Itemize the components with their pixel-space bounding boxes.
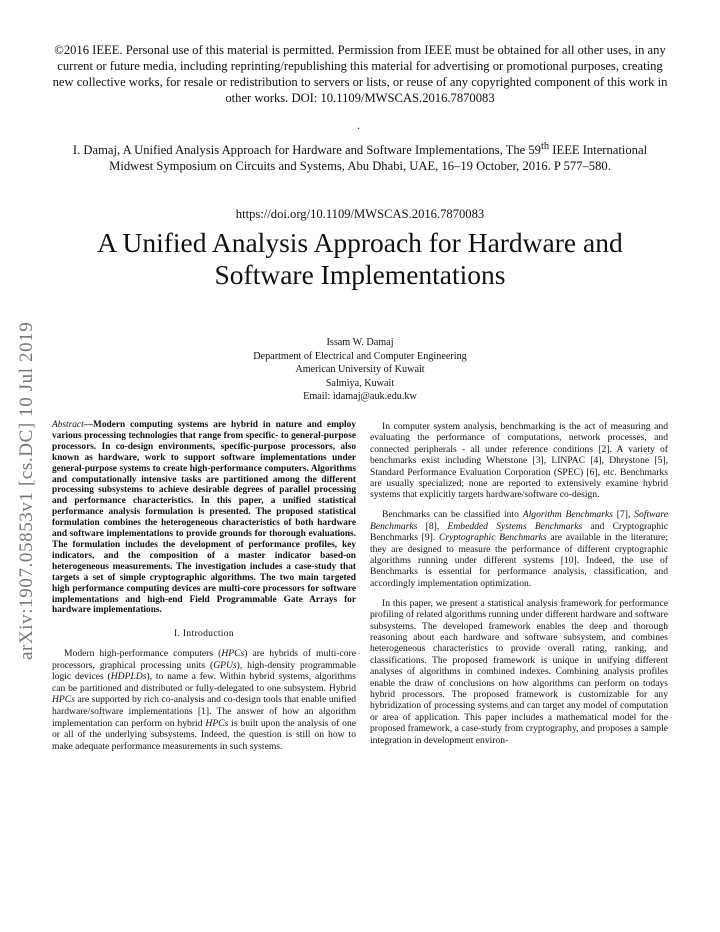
author-name: Issam W. Damaj [326,337,394,348]
author-university: American University of Kuwait [295,364,425,375]
text-span: are supported by rich co-analysis and co-design tools that enable unified hardware/software implementations [1]. The answer of how an algorithm implementation can perform on hybrid [52,694,356,729]
paragraph-benchmark-classes [370,509,668,589]
text-span: and Cryptographic Benchmarks [9]. [370,520,668,544]
text-span: are available in the literature; they are designed to measure the performance of different cryptographic algorithms running under different systems [10]. Indeed, the use of Benchmarks is essential for performance analysis, classification, and accordingly implementation optimization. [370,532,668,589]
abstract [52,420,356,616]
separator-dot: . [357,118,360,132]
right-column [370,421,668,754]
italic-term: GPUs [213,659,237,671]
text-span: Modern high-performance computers ( [64,648,222,659]
paragraph-benchmarking: In computer system analysis, benchmarking is the act of measuring and evaluating the performance of computations, network processes, and connected peripherals - all under reference conditions [2]. A variety of benchmarks exist including Whetstone [3], LINPAC [4], Dhrystone [5], Standard Performance Evaluation Corporation (SPEC) [6], etc. Benchmarks are usually specialized; none are reported to extensively examine hybrid systems that explicitly targets hardware/software co-design. [370,421,668,501]
author-email[interactable]: Email: idamaj@auk.edu.kw [303,391,417,402]
text-span: ), to name a few. Within hybrid systems, algorithms can be partitioned and distributed or fully-delegated to one subsystem. Hybrid [52,671,356,694]
italic-term: Algorithm Benchmarks [522,509,613,521]
section-heading-introduction: I. Introduction [174,628,234,639]
doi-link[interactable]: https://doi.org/10.1109/MWSCAS.2016.7870083 [235,207,485,221]
copyright-notice: ©2016 IEEE. Personal use of this material is permitted. Permission from IEEE must be obtained for all other uses, in any current or future media, including reprinting/republishing this material for advertising or promotional purposes, creating new collective works, for resale or redistribution to servers or lists, or reuse of any copyrighted component of this work in other works. DOI: 10.1109/MWSCAS.2016.7870083 [52,43,668,105]
italic-term: Embedded Systems Benchmarks [447,520,583,532]
text-span: ), high-density programmable logic devices ( [52,659,356,683]
citation-text-pre: I. Damaj, A Unified Analysis Approach for Hardware and Software Implementations, The 59 [72,143,541,158]
title-line-2: Software Implementations [214,259,506,290]
citation-superscript: th [540,141,550,152]
author-block [0,336,720,404]
paragraph-this-paper: In this paper, we present a statistical analysis framework for performance profiling of related algorithms running under different hardware and software subsystems. The developed framework enables the deep and thorough reasoning about each hardware and software subsystem, and combines heterogeneous characteristics to provide overall rating, ranking, and classifications. The proposed framework is unique in unifying different analyses of algorithms in combined indexes. Combining analysis profiles enable the draw of conclusions on how algorithms can perform on todays hybrid processors. The proposed framework is customizable for any hybridization of processing systems and can target any model of computation or area of application. This paper includes a mathematical model for the proposed framework, a case-study from cryptography, and proposes a sample integration in development environ- [370,597,668,746]
title-line-1: A Unified Analysis Approach for Hardware and [97,227,623,258]
italic-term: HPCs [52,694,75,706]
text-span: is built upon the analysis of one or all of the underlying subsystems. Indeed, the question is still on how to make adequate performance measurements in such systems. [52,717,356,752]
text-span: Benchmarks can be classified into [382,509,523,521]
citation-reference [52,139,668,174]
italic-term: HPCs [221,648,245,659]
text-span: ) are hybrids of multi-core processors, graphical processing units ( [52,648,357,671]
text-span: [7], [612,509,635,521]
abstract-body: —Modern computing systems are hybrid in nature and employ various processing technologies that range from specific- to general-purpose processors. In co-design environments, specific-purpose processors, also known as hardware, work to support software implementations under general-purpose systems to create high-performance computers. Algorithms and computationally intensive tasks are partitioned among the different processing subsystems to achieve desirable degrees of parallel processing and performance characteristics. In this paper, a unified statistical performance analysis formulation is presented. The proposed statistical formulation combines the heterogeneous characteristics of both hardware and software implementations to provide grounds for thorough evaluations. The formulation includes the development of performance profiles, key indicators, and the composition of a master indicator based-on heterogeneous measurements. The investigation includes a case-study that targets a set of simple cryptographic algorithms. The two main targeted high performance computing devices are multi-core processors for software implementations and high-end Field Programmable Gate Arrays for hardware implementations. [52,420,356,616]
author-department: Department of Electrical and Computer Engineering [253,350,467,362]
paper-title [40,227,680,291]
italic-term: Software Benchmarks [370,509,668,532]
abstract-lead: Abstract [52,420,84,430]
author-city: Salmiya, Kuwait [325,377,395,389]
introduction-paragraph [52,648,356,752]
citation-text-post: IEEE International Midwest Symposium on Circuits and Systems, Abu Dhabi, UAE, 16–19 October, 2016. P 577–580. [109,143,648,174]
italic-term: HDPLDs [110,671,147,683]
italic-term: Cryptographic Benchmarks [438,532,547,544]
text-span: [8], [417,520,448,532]
italic-term: HPCs [205,717,229,729]
arxiv-stamp: arXiv:1907.05853v1 [cs.DC] 10 Jul 2019 [16,321,37,660]
